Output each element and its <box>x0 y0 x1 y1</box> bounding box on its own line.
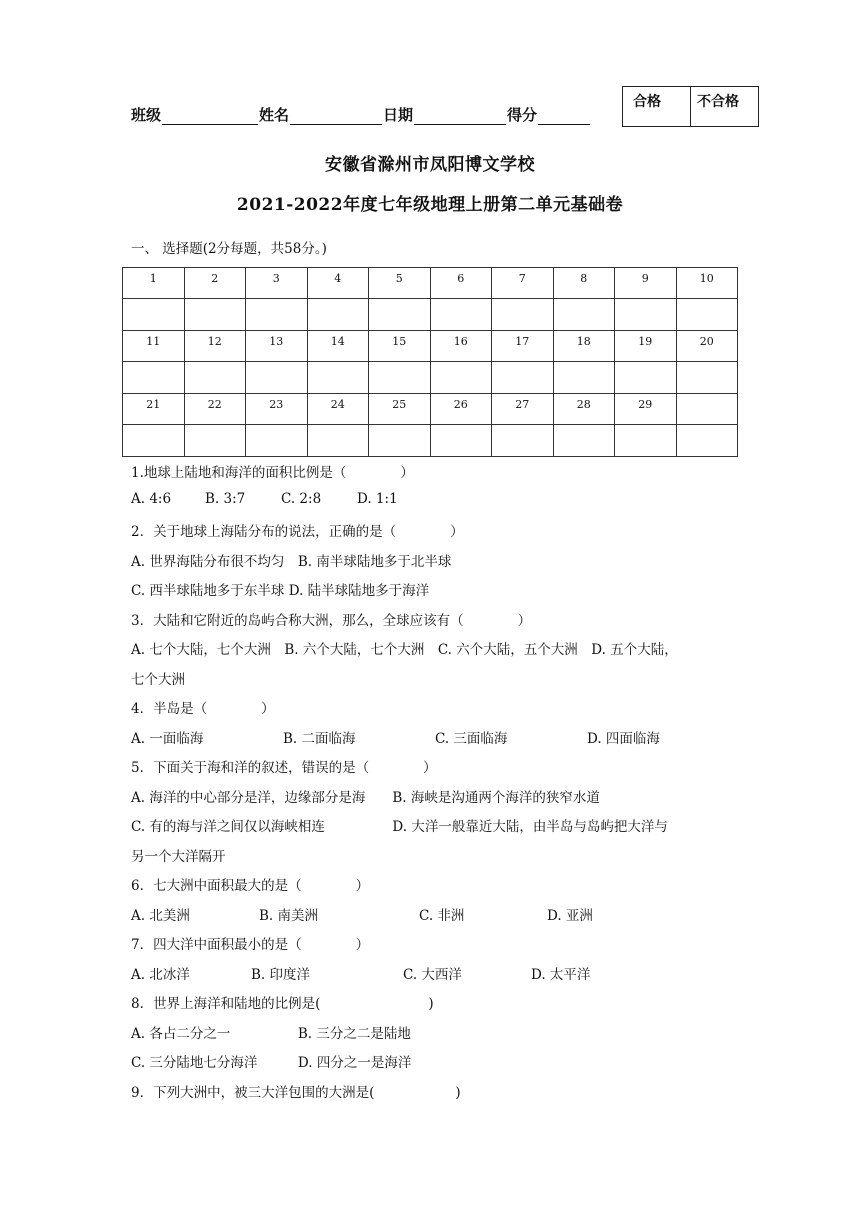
answer-cell[interactable] <box>430 362 492 394</box>
option-d[interactable]: D. 亚洲 <box>547 908 593 924</box>
grid-answer-row <box>123 425 738 457</box>
question-3-stem: 3．大陆和它附近的岛屿合称大洲，那么，全球应该有（ ） <box>131 613 532 629</box>
grid-number <box>676 394 738 425</box>
grid-number: 8 <box>553 268 615 299</box>
answer-cell[interactable] <box>430 299 492 331</box>
option-a[interactable]: A. 4:6 <box>131 491 172 507</box>
grid-number: 10 <box>676 268 738 299</box>
question-2-stem: 2．关于地球上海陆分布的说法，正确的是（ ） <box>131 524 464 540</box>
grid-number: 16 <box>430 331 492 362</box>
answer-cell[interactable] <box>492 425 554 457</box>
grid-number: 4 <box>307 268 369 299</box>
grid-number: 28 <box>553 394 615 425</box>
grid-number: 5 <box>369 268 431 299</box>
date-field[interactable] <box>414 108 506 125</box>
answer-cell[interactable] <box>553 362 615 394</box>
name-field[interactable] <box>290 108 382 125</box>
grid-number: 18 <box>553 331 615 362</box>
name-label: 姓名 <box>259 106 290 124</box>
grid-number: 17 <box>492 331 554 362</box>
grid-number: 14 <box>307 331 369 362</box>
question-9-stem: 9．下列大洲中，被三大洋包围的大洲是( ) <box>131 1085 461 1101</box>
question-4-options <box>131 727 660 747</box>
question-6-stem: 6．七大洲中面积最大的是（ ） <box>131 878 370 894</box>
student-info-line <box>131 104 591 125</box>
question-5-options-line-1[interactable]: A. 海洋的中心部分是洋，边缘部分是海 B. 海峡是沟通两个海洋的狭窄水道 <box>131 790 600 806</box>
score-field[interactable] <box>538 108 590 125</box>
grid-number: 19 <box>615 331 677 362</box>
answer-cell[interactable] <box>615 362 677 394</box>
grade-pass[interactable]: 合格 <box>623 87 691 126</box>
grid-number: 7 <box>492 268 554 299</box>
grid-number: 12 <box>184 331 246 362</box>
grid-number: 26 <box>430 394 492 425</box>
grid-answer-row <box>123 362 738 394</box>
question-2-options-line-2[interactable]: C. 西半球陆地多于东半球 D. 陆半球陆地多于海洋 <box>131 583 430 599</box>
question-1-stem: 1.地球上陆地和海洋的面积比例是（ ） <box>131 465 414 481</box>
answer-cell[interactable] <box>246 362 308 394</box>
answer-cell[interactable] <box>184 425 246 457</box>
question-5-options-line-3[interactable]: 另一个大洋隔开 <box>131 849 226 865</box>
answer-cell[interactable] <box>307 425 369 457</box>
option-b[interactable]: B. 二面临海 <box>283 731 356 747</box>
school-title: 安徽省滁州市凤阳博文学校 <box>325 155 535 175</box>
answer-cell[interactable] <box>676 362 738 394</box>
question-3-options-line-1[interactable]: A. 七个大陆，七个大洲 B. 六个大陆，七个大洲 C. 六个大陆，五个大洲 D. 五个大陆， <box>131 642 678 658</box>
grade-box <box>622 86 759 127</box>
date-label: 日期 <box>383 106 414 124</box>
grid-number: 23 <box>246 394 308 425</box>
grid-number: 24 <box>307 394 369 425</box>
option-b[interactable]: B. 3:7 <box>205 491 246 507</box>
option-c[interactable]: C. 2:8 <box>281 491 322 507</box>
answer-cell[interactable] <box>307 362 369 394</box>
grid-number: 11 <box>123 331 185 362</box>
option-a[interactable]: A. 北冰洋 <box>131 967 190 983</box>
grid-number: 27 <box>492 394 554 425</box>
section-heading: 一、 选择题(2分每题，共58分。) <box>131 241 327 257</box>
answer-cell[interactable] <box>307 299 369 331</box>
option-a[interactable]: A. 北美洲 <box>131 908 190 924</box>
answer-cell[interactable] <box>369 362 431 394</box>
question-7-options <box>131 963 590 983</box>
grid-number-row <box>123 268 738 299</box>
question-4-stem: 4．半岛是（ ） <box>131 701 275 717</box>
grade-fail[interactable]: 不合格 <box>697 94 739 110</box>
answer-cell[interactable] <box>369 425 431 457</box>
answer-cell[interactable] <box>492 362 554 394</box>
answer-cell[interactable] <box>676 299 738 331</box>
answer-cell[interactable] <box>615 425 677 457</box>
answer-cell[interactable] <box>492 299 554 331</box>
answer-cell[interactable] <box>246 425 308 457</box>
answer-grid <box>122 267 738 457</box>
answer-cell <box>676 425 738 457</box>
grid-number: 29 <box>615 394 677 425</box>
grid-number: 20 <box>676 331 738 362</box>
answer-cell[interactable] <box>615 299 677 331</box>
option-a[interactable]: A. 一面临海 <box>131 731 204 747</box>
answer-cell[interactable] <box>184 299 246 331</box>
question-7-stem: 7．四大洋中面积最小的是（ ） <box>131 937 370 953</box>
grid-number-row <box>123 331 738 362</box>
question-6-options <box>131 904 593 924</box>
question-5-options-line-2[interactable]: C. 有的海与洋之间仅以海峡相连 D. 大洋一般靠近大陆，由半岛与岛屿把大洋与 <box>131 819 668 835</box>
grid-number: 25 <box>369 394 431 425</box>
grid-number: 3 <box>246 268 308 299</box>
grid-number: 1 <box>123 268 185 299</box>
question-3-options-line-2[interactable]: 七个大洲 <box>131 672 185 688</box>
answer-cell[interactable] <box>430 425 492 457</box>
option-b[interactable]: B. 印度洋 <box>251 967 311 983</box>
question-8-options-line-1[interactable]: A. 各占二分之一 B. 三分之二是陆地 <box>131 1026 411 1042</box>
question-8-options-line-2[interactable]: C. 三分陆地七分海洋 D. 四分之一是海洋 <box>131 1055 412 1071</box>
score-label: 得分 <box>507 106 538 124</box>
grid-number: 6 <box>430 268 492 299</box>
option-d[interactable]: D. 太平洋 <box>531 967 591 983</box>
grid-answer-row <box>123 299 738 331</box>
answer-cell[interactable] <box>123 299 185 331</box>
answer-cell[interactable] <box>123 425 185 457</box>
answer-cell[interactable] <box>123 362 185 394</box>
grid-number: 22 <box>184 394 246 425</box>
answer-cell[interactable] <box>553 425 615 457</box>
exam-title: 2021-2022年度七年级地理上册第二单元基础卷 <box>236 195 624 215</box>
question-5-stem: 5．下面关于海和洋的叙述，错误的是（ ） <box>131 760 437 776</box>
answer-cell[interactable] <box>184 362 246 394</box>
grid-number-row <box>123 394 738 425</box>
grid-number: 2 <box>184 268 246 299</box>
option-b[interactable]: B. 南美洲 <box>259 908 319 924</box>
option-d[interactable]: D. 1:1 <box>357 491 398 507</box>
answer-cell[interactable] <box>553 299 615 331</box>
option-c[interactable]: C. 非洲 <box>419 908 465 924</box>
answer-cell[interactable] <box>246 299 308 331</box>
question-2-options-line-1[interactable]: A. 世界海陆分布很不均匀 B. 南半球陆地多于北半球 <box>131 554 452 570</box>
option-c[interactable]: C. 大西洋 <box>403 967 462 983</box>
grid-number: 21 <box>123 394 185 425</box>
option-d[interactable]: D. 四面临海 <box>587 731 660 747</box>
answer-cell[interactable] <box>369 299 431 331</box>
option-c[interactable]: C. 三面临海 <box>435 731 508 747</box>
class-field[interactable] <box>162 108 258 125</box>
grid-number: 9 <box>615 268 677 299</box>
grid-number: 13 <box>246 331 308 362</box>
question-1-options <box>131 491 398 507</box>
class-label: 班级 <box>131 106 162 124</box>
question-8-stem: 8．世界上海洋和陆地的比例是( ) <box>131 996 434 1012</box>
grid-number: 15 <box>369 331 431 362</box>
